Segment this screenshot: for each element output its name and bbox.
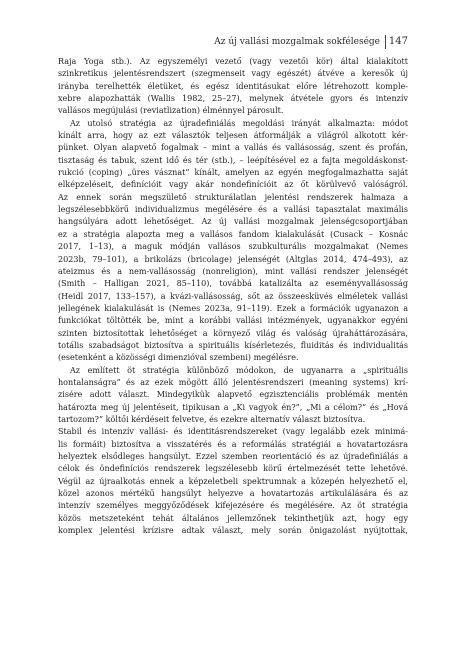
text-line: Raja Yoga stb.). Az egyszemélyi vezető (vagy vezetői kör) által kialakított xyxy=(58,57,408,66)
text-line: 2017, 1–13), a maguk módján vallásos szubkulturális mozgalmakat (Nemes xyxy=(58,242,408,252)
text-line: rukció (coping) „üres vásznat” kínált, amelyen az egyén megfogalmazhatta saját xyxy=(58,168,408,178)
text-line: zisére adott választ. Mindegyikük alapvető egzisztenciális problémák mentén xyxy=(58,390,408,400)
text-line: legszélesebbkörű individualizmus megélésére és a vallási tapasztalat maximális xyxy=(58,205,408,215)
text-line: (Heidl 2017, 133–157), a kvázi-vallásosság, sőt az összeesküvés elméletek vallási xyxy=(58,291,408,301)
text-line: elképzeléseit, definícióit vagy akár nondefinícióit az őt körülvevő valóságról. xyxy=(58,180,408,190)
text-line: intenzív személyes meggyőződések kifejezésére és megélésére. Az öt stratégia xyxy=(58,501,408,511)
text-line: Stabil és intenzív vallási- és identitásrendszereket (vagy legalább ezek minimá- xyxy=(58,427,408,437)
text-line: tisztaság és tabuk, szent idő és tér (stb.), – leépítésével ez a fajta megoldáskonst- xyxy=(58,155,408,165)
text-line: ateizmus és a nem-vallásosság (nonreligion), mint vallási rendszer jelenségét xyxy=(58,266,408,276)
text-line: pünket. Olyan alapvető fogalmak – mint a vallás és vallásosság, szent és profán, xyxy=(58,143,408,153)
text-line: ez a stratégia alapozta meg a vallásos fandom kialakulását (Cusack – Kosnác xyxy=(58,229,408,239)
text-line: Végül az újraalkotás ennek a képzeletbeli spektrumnak a közepén helyezhető el, xyxy=(58,476,408,486)
text-line: jellegének kialakulását is (Nemes 2023a, 91–119). Ezek a formációk ugyanazon a xyxy=(58,303,408,313)
text-line: szinkretikus jelentésrendszert (szegmenseit vagy egészét) átvéve a keresők új xyxy=(58,69,408,79)
text-line: lis formáit) biztosítva a visszatérés és a reformálás stratégiái a hovatartozásra xyxy=(58,439,408,449)
text-line: komplex jelentési krízisre adtak választ, mely során önigazolást nyújtottak, xyxy=(58,526,408,536)
text-line: tartozom?” költői kérdéseit felvetve, és ezekre alternatív választ biztosítva. xyxy=(58,414,366,424)
text-line: hangsúlyára adott lehetőséget. Az új vallási mozgalmak jelenségcsoportjában xyxy=(58,217,408,227)
text-line: vallásos megújulási (reviatlization) élménnyel párosult. xyxy=(58,106,284,116)
text-line: szinten biztosítottak lehetőséget a környező világ és valóság újraháttározására, xyxy=(58,328,408,338)
header-divider xyxy=(385,35,386,49)
text-line: Az említett öt stratégia különböző módokon, de ugyanarra a „spirituális xyxy=(70,365,408,375)
text-line: xebre alapozhatták (Wallis 1982, 25–27), melynek átvétele gyors és intenzív xyxy=(58,94,408,104)
text-line: közel azonos mértékű hangsúlyt helyezve a hovatartozás artikulálására és az xyxy=(58,489,408,499)
text-line: határozta meg új jelentéseit, tipikusan a „Ki vagyok én?”, „Mi a célom?” és „Hová xyxy=(58,402,408,412)
text-line: irányba terelhették életüket, és egész identitásukat előre létrehozott komple- xyxy=(58,81,408,91)
text-line: funkciókat töltötték be, mint a korábbi vallási intézmények, ugyanakkor egyéni xyxy=(58,316,408,326)
text-line: kínált arra, hogy az ezt választók teljesen átformálják a világról alkotott kér- xyxy=(58,131,408,141)
text-line: közös metszeteként tehát általános jellemzőnek tekinthetjük azt, hogy egy xyxy=(58,513,408,523)
text-line: 2023b, 79–101), a brikolázs (bricolage) jelenségét (Altglas 2014, 474–493), az xyxy=(58,254,408,264)
body-text xyxy=(58,56,408,537)
text-line: Az utolsó stratégia az újradefiniálás megoldási irányát alkalmazta: módot xyxy=(70,118,408,128)
text-line: célok és öndefiníciós rendszerek legszélesebb körű értelmezését tette lehetővé. xyxy=(58,464,408,474)
text-line: (esetenként a közösségi dimenzióval szembeni) megélésre. xyxy=(58,353,299,363)
text-line: totális szabadságot biztosítva a spirituális kísérletezés, fluiditás és individualitás xyxy=(58,340,408,350)
text-line: hontalanságra” és az ezek mögött álló jelentésrendszeri (meaning systems) krí- xyxy=(58,377,408,387)
text-line: Az ennek során megszülető strukturálatlan jelentési rendszerek halmaza a xyxy=(58,192,408,202)
text-line: helyeztek elsődleges hangsúlyt. Ezzel szemben reorientáció és az újradefiniálás a xyxy=(58,452,408,461)
page-number: 147 xyxy=(388,36,408,47)
page-header xyxy=(58,37,408,51)
running-title: Az új vallási mozgalmak sokfélesége xyxy=(214,37,380,47)
text-line: (Smith – Halligan 2021, 85–110), továbbá katalizálta az eseményvallásosság xyxy=(58,279,408,289)
